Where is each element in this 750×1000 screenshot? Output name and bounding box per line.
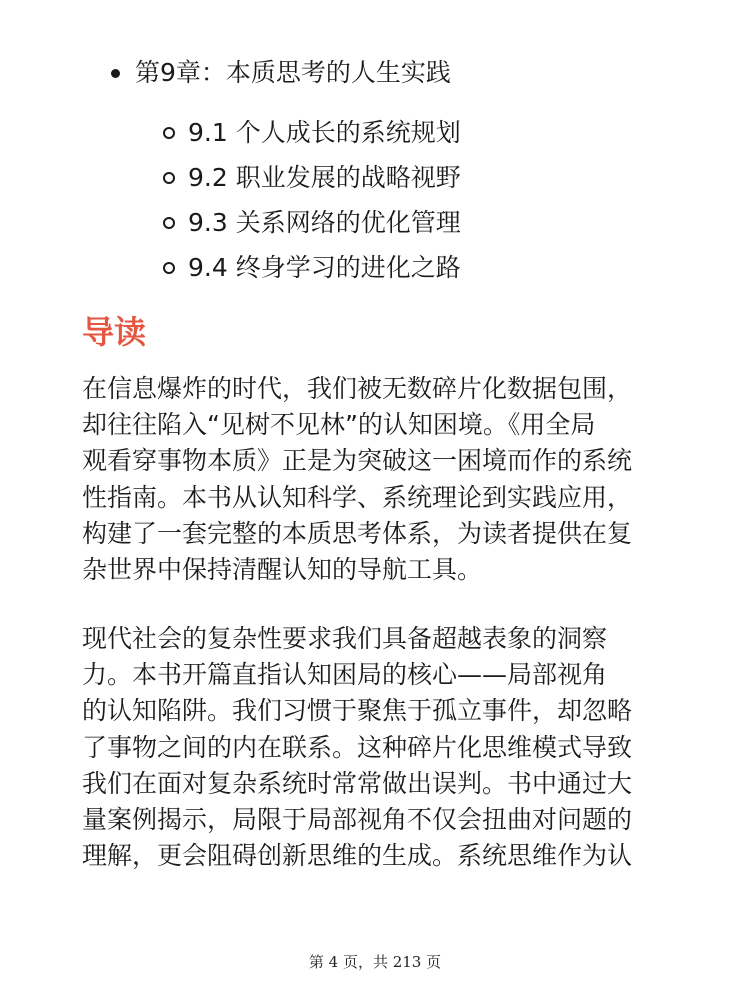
- hollow-bullet-icon: [163, 217, 175, 229]
- toc-section-item: [0, 245, 750, 290]
- toc-chapter-label: 第9章：本质思考的人生实践: [135, 58, 451, 87]
- toc-section-item: [0, 200, 750, 245]
- filled-bullet-icon: [111, 69, 120, 78]
- paragraph-line: 构建了一套完整的本质思考体系，为读者提供在复: [82, 518, 633, 548]
- paragraph-line: 力。本书开篇直指认知困局的核心——局部视角: [82, 660, 608, 690]
- paragraph-line: 观看穿事物本质》正是为突破这一困境而作的系统: [82, 446, 633, 476]
- page-number-footer: 第 4 页，共 213 页: [308, 953, 442, 971]
- intro-paragraph-1: [82, 371, 682, 588]
- toc-section-item: [0, 110, 750, 155]
- intro-heading: 导读: [82, 313, 147, 351]
- toc-section-item: [0, 155, 750, 200]
- paragraph-line: 理解，更会阻碍创新思维的生成。系统思维作为认: [82, 841, 633, 871]
- paragraph-line: 的认知陷阱。我们习惯于聚焦于孤立事件，却忽略: [82, 696, 633, 726]
- hollow-bullet-icon: [163, 172, 175, 184]
- table-of-contents: [0, 52, 750, 282]
- paragraph-line: 性指南。本书从认知科学、系统理论到实践应用，: [82, 482, 633, 512]
- paragraph-line: 量案例揭示，局限于局部视角不仅会扭曲对问题的: [82, 804, 633, 834]
- hollow-bullet-icon: [163, 262, 175, 274]
- toc-section-label: 9.3 关系网络的优化管理: [188, 208, 461, 237]
- paragraph-line: 我们在面对复杂系统时常常做出误判。书中通过大: [82, 768, 633, 798]
- paragraph-line: 在信息爆炸的时代，我们被无数碎片化数据包围，: [82, 374, 633, 403]
- toc-chapter-item: [0, 52, 750, 94]
- hollow-bullet-icon: [163, 127, 175, 139]
- toc-section-list: [0, 110, 750, 290]
- paragraph-line: 却往往陷入“见树不见林”的认知困境。《用全局: [82, 410, 596, 440]
- toc-section-label: 9.2 职业发展的战略视野: [188, 163, 461, 192]
- paragraph-line: 杂世界中保持清醒认知的导航工具。: [82, 554, 483, 584]
- paragraph-line: 现代社会的复杂性要求我们具备超越表象的洞察: [82, 624, 608, 653]
- toc-section-label: 9.4 终身学习的进化之路: [188, 253, 461, 282]
- intro-paragraph-2: [82, 621, 682, 874]
- toc-section-label: 9.1 个人成长的系统规划: [188, 118, 461, 147]
- paragraph-line: 了事物之间的内在联系。这种碎片化思维模式导致: [82, 732, 633, 762]
